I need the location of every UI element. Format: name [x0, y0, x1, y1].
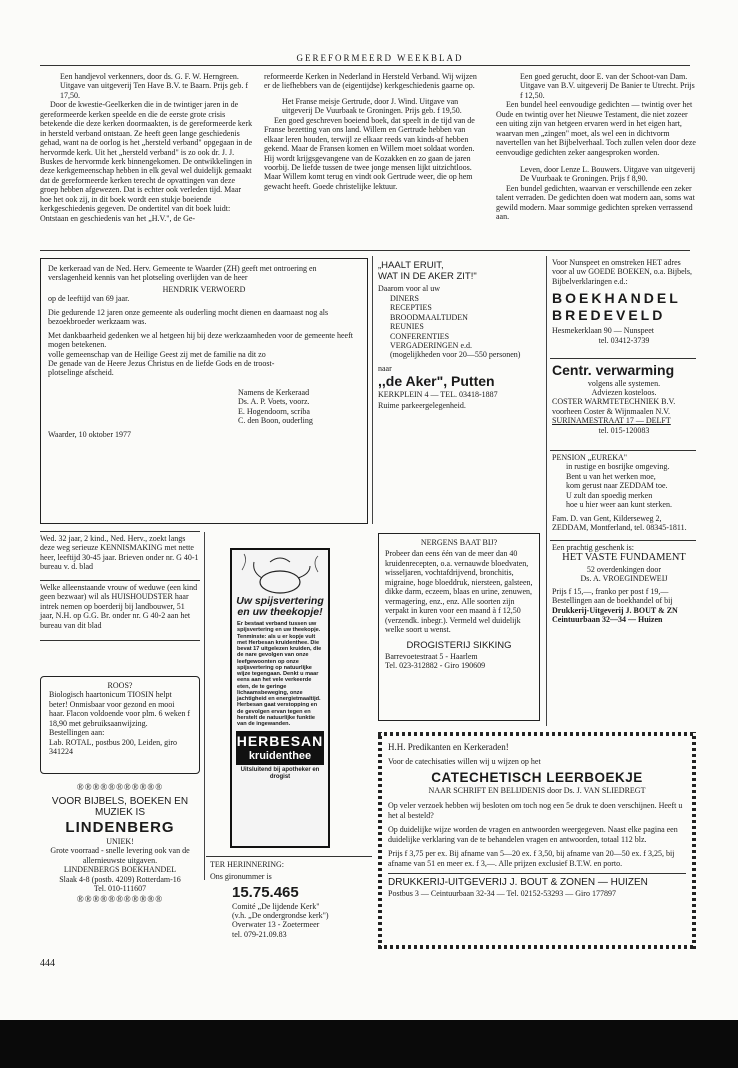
aker-parking: Ruime parkeergelegenheid. — [378, 401, 466, 411]
page-number: 444 — [40, 958, 55, 969]
obituary-p2: Met dankbaarheid gedenken we al hetgeen hij bij deze werkzaamheden voor de gemeente heeft mogen betekenen. — [48, 330, 353, 350]
review-body-handjevol: Door de kwestie-Geelkerken die in de twintiger jaren in de gereformeerde kerken speelde en die de eerste grote crisis betekende die deze kerken doormaakten, is de gereformeerde kerk in hersteld verband ontstaan. Ze heeft geen lange geschiedenis gehad, want na de oorlog is het „hersteld verband" opgegaan in de hervormde kerk. Uit het „hersteld verband" is zo ook dr. J. J. Buskes de hervormde kerk binnengekomen. De ontwikkelingen in deze kerkgemeenschap hebben in elk geval wel duidelijk gemaakt dat de gereformeerde kerken terecht de opvattingen van deze groep hebben afgewezen. Dat is echter ook verleden tijd. Maar hoe het ook zij, in dit boek wordt een stukje boeiende kerkgeschiedenis gegeven. De ondertitel van dit boek luidt: Ontstaan en geschiedenis van het „H.V.", de Ge- — [40, 100, 253, 223]
bredeveld-logo-2: BREDEVELD — [552, 306, 666, 323]
rule-personal-2 — [40, 580, 200, 581]
eureka-ad — [552, 453, 696, 533]
aker-item-recepties: RECEPTIES — [390, 303, 432, 313]
sikking-box — [378, 533, 540, 721]
lindenberg-line: Grote voorraad - snelle levering ook van de allernieuwste uitgaven. — [50, 846, 190, 865]
roos-box — [40, 676, 200, 774]
catechetisch-p2: Op duidelijke wijze worden de vragen en antwoorden weergegeven. Naast elke pagina een duidelijke verklaring van de te behandelen vragen en antwoorden, totaal 112 blz. — [388, 825, 678, 844]
aker-intro: Daarom voor al uw — [378, 284, 440, 294]
lindenberg-dots-top: ®®®®®®®®®®® — [76, 782, 164, 792]
aker-item-vergaderingen: VERGADERINGEN e.d. — [390, 341, 472, 351]
divider-vertical-left — [204, 532, 205, 880]
catechetisch-title: CATECHETISCH LEERBOEKJE — [431, 770, 643, 786]
fundament-intro: Een prachtig geschenk is: — [552, 543, 634, 552]
eureka-title: PENSION „EUREKA" — [552, 453, 628, 462]
aker-item-conferenties: CONFERENTIES — [390, 331, 450, 341]
verwarming-company: COSTER WARMTETECHNIEK B.V. — [552, 397, 676, 407]
catechetisch-sub: NAAR SCHRIFT EN BELIJDENIS door Ds. J. VAN SLIEDREGT — [428, 785, 646, 795]
rule-verwarming — [550, 450, 696, 451]
aker-item-broodmaaltijden: BROODMAALTIJDEN — [390, 312, 468, 322]
obituary-sig-4: C. den Boon, ouderling — [238, 416, 313, 426]
aker-title-1: „HAALT ERUIT, — [378, 260, 444, 271]
lindenberg-dots-bottom: ®®®®®®®®®®® — [76, 893, 164, 904]
lindenberg-address: Slaak 4-8 (postb. 4209) Rotterdam-16 — [59, 874, 181, 884]
herinnering-ad — [210, 860, 374, 939]
sikking-tel: Tel. 023-312882 - Giro 190609 — [385, 661, 486, 671]
herbesan-brand-sub: kruidenthee — [248, 749, 312, 762]
verwarming-sub: volgens alle systemen. — [587, 378, 661, 388]
herbesan-footer: Uitsluitend bij apotheker en drogist — [240, 766, 320, 780]
aker-ad — [378, 260, 542, 411]
catechetisch-publisher: DRUKKERIJ-UITGEVERIJ J. BOUT & ZONEN — HUIZEN — [388, 877, 648, 889]
verwarming-former: voorheen Coster & Wijnmaalen N.V. — [552, 406, 671, 416]
aker-item-reunies: REUNIES — [390, 322, 424, 332]
review-body-gerucht: Een bundel heel eenvoudige gedichten — twintig over het Oude en twintig over het Nieuwe Testament, die niet zozeer een uiting zijn van hetgeen ervaren werd in het eigen hart, waarvan men „zingen" moet, als wel een in dichtvorm navertellen van het Bijbelverhaal. Toch zullen velen door deze eenvoudige gedichten zeker aangesproken worden. — [496, 100, 696, 157]
aker-address: KERKPLEIN 4 — TEL. 03418-1887 — [378, 389, 498, 399]
eureka-line-3: kom gerust naar ZEDDAM toe. — [566, 481, 668, 491]
eureka-line-5: hoe u hier weer aan kunt sterken. — [566, 500, 672, 510]
catechetisch-border-top — [378, 732, 696, 736]
lindenberg-uniek: UNIEK! — [106, 836, 134, 846]
review-column-3 — [496, 72, 696, 222]
herinnering-address: Overwater 13 - Zoetermeer — [232, 920, 320, 930]
catechetisch-intro: Voor de catechisaties willen wij u wijzen op het — [388, 756, 541, 766]
herbesan-brand: HERBESAN — [236, 733, 324, 750]
lindenberg-ad — [40, 782, 200, 904]
lindenberg-name: LINDENBERG — [65, 819, 175, 837]
obituary-name: HENDRIK VERWOERD — [162, 284, 246, 294]
sikking-address: Barrevoetestraat 5 - Haarlem — [385, 651, 478, 661]
fundament-order-2: Drukkerij-Uitgeverij J. BOUT & ZN — [552, 605, 678, 615]
obituary-p1: Die gedurende 12 jaren onze gemeente als ouderling mocht dienen en daarnaast nog als bezoekbroeder werkzaam was. — [48, 307, 329, 327]
obituary-sig-1: Namens de Kerkeraad — [238, 387, 310, 397]
fundament-order-1: Bestellingen aan de boekhandel of bij — [552, 596, 673, 606]
rule-personal-1 — [40, 531, 200, 532]
catechetisch-border-bottom — [378, 945, 696, 949]
personal-ad-2-text: Welke alleenstaande vrouw of weduwe (een kind geen bezwaar) wil als HUISHOUDSTER haar intrek nemen op boerderij bij landbouwer, 51 jaar, N.H. op G.G. Br. onder nr. G 40-2 aan het bureau van dit blad — [40, 583, 198, 630]
bredeveld-ad — [552, 258, 696, 345]
eureka-line-4: U zult dan spoedig merken — [566, 490, 653, 500]
aker-title-2: WAT IN DE AKER ZIT!" — [378, 271, 477, 283]
verwarming-tel: tel. 015-120083 — [598, 425, 650, 435]
review-body-leven: Een bundel gedichten, waarvan er verschillende een zeker talent verraden. De gedichten doen wat modern aan, soms wat gewild modern. Maar sommige gedichten spreken verrassend aan. — [496, 183, 695, 222]
herbesan-headline-2: en uw theekopje! — [237, 606, 323, 619]
rule-herinnering — [206, 856, 372, 857]
obituary-age: op de leeftijd van 69 jaar. — [48, 294, 130, 304]
sikking-body: Probeer dan eens één van de meer dan 40 kruidenrecepten, o.a. vernauwde bloedvaten, wisseljaren, vochtafdrijvend, bronchitis, migraine, hoge bloeddruk, niersteen, galsteen, dikke darm, eczeem, blaas en urine, zenuwen, vermagering, enz., enz. Alle soorten zijn verpakt in kuren voor een maand à f 12,50 (verzendk. inbegr.). Vermeld wel duidelijk welke soort u wenst. — [385, 549, 533, 634]
herbesan-headline-1: Uw spijsvertering — [236, 595, 324, 607]
herbesan-ad — [230, 548, 330, 848]
catechetisch-border-left — [378, 732, 382, 949]
header-rule — [40, 65, 690, 66]
fundament-title: HET VASTE FUNDAMENT — [562, 552, 686, 564]
rule-eureka — [550, 540, 696, 541]
fundament-price: Prijs f 15,—, franko per post f 19,— — [552, 586, 669, 596]
catechetisch-greeting: H.H. Predikanten en Kerkeraden! — [388, 742, 509, 752]
obituary-p5: plotselinge afscheid. — [48, 368, 114, 378]
catechetisch-p1: Op veler verzoek hebben wij besloten om toch nog een 5e druk te doen verschijnen. Heeft u het al besteld? — [388, 801, 683, 820]
bredeveld-intro: Voor Nunspeet en omstreken HET adres voor al uw GOEDE BOEKEN, o.a. Bijbels, Bijbelverklaringen e.d.: — [552, 258, 692, 286]
scan-bottom-edge — [0, 1020, 738, 1068]
eureka-line-1: in rustige en bosrijke omgeving. — [566, 462, 670, 472]
section-rule — [40, 250, 690, 251]
verwarming-ad — [552, 362, 696, 435]
personal-ad-2 — [40, 583, 200, 630]
roos-address: Lab. ROTAL, postbus 200, Leiden, giro 341224 — [49, 737, 178, 757]
herinnering-intro: Ons gironummer is — [210, 872, 272, 882]
herinnering-committee: Comité „De lijdende Kerk" — [232, 901, 320, 911]
aker-list — [390, 294, 542, 351]
obituary-intro: De kerkeraad van de Ned. Herv. Gemeente te Waarder (ZH) geeft met ontroering en verslagenheid kennis van het plotseling overlijden van de heer — [48, 264, 317, 283]
obituary-signatures — [238, 388, 360, 426]
fundament-ad — [552, 543, 696, 624]
divider-vertical-1 — [372, 256, 373, 524]
review-title-gertrude: Het Franse meisje Gertrude, door J. Wind. Uitgave van uitgeverij De Vuurbaak te Groningen. Prijs geb. f 19,50. — [282, 96, 462, 116]
review-title-handjevol: Een handjevol verkenners, door ds. G. F. W. Herngreen. Uitgave van uitgeverij Ten Have B.V. te Baarn. Prijs geb. f 17,50. — [60, 72, 248, 100]
teapot-illustration — [232, 552, 328, 596]
obituary-p3: volle gemeenschap van de Heilige Geest zij met de familie na dit zo — [48, 349, 266, 359]
fundament-sub: 52 overdenkingen door — [586, 564, 662, 574]
roos-order: Bestellingen aan: — [49, 728, 105, 738]
catechetisch-border-right — [692, 732, 696, 949]
review-continuation: reformeerde Kerken in Nederland in Hersteld Verband. Wij wijzen er de liefhebbers van de (eigentijdse) kerkgeschiedenis gaarne op. — [264, 72, 477, 91]
roos-body: Biologisch haartonicum TIOSIN helpt beter! Onmisbaar voor gezond en mooi haar. Flacon voldoende voor plm. 6 weken f 18,90 met gebruiksaanwijzing. — [49, 690, 191, 728]
divider-vertical-2 — [546, 256, 547, 726]
review-title-leven: Leven, door Lenze L. Bouwers. Uitgave van uitgeverij De Vuurbaak te Groningen. Prijs f 8,90. — [520, 164, 696, 184]
review-column-2 — [264, 72, 484, 191]
rule-bredeveld — [550, 358, 696, 359]
bredeveld-tel: tel. 03412-3739 — [598, 335, 650, 345]
roos-title: ROOS? — [107, 681, 133, 690]
obituary-sig-3: E. Hogendoorn, scriba — [238, 406, 310, 416]
sikking-title: NERGENS BAAT BIJ? — [420, 538, 498, 547]
catechetisch-rule — [388, 873, 686, 874]
sikking-name: DROGISTERIJ SIKKING — [406, 640, 512, 652]
aker-note: (mogelijkheden voor 20—550 personen) — [390, 350, 521, 360]
review-body-gertrude: Een goed geschreven boeiend boek, dat speelt in de tijd van de Franse bezetting van ons land. Willem en Gertrude hebben van elkaar leren houden, terwijl ze elkaar reeds van kinds-af hebben gekend. Maar de Fransen komen en Willem moet soldaat worden. Hij wordt krijgsgevangene van de Kozakken en zo gaan de jaren voorbij. De liefde tussen de twee jonge mensen lijkt uitzichtloos. Maar Willem komt terug en vindt ook Gertrude weer, die op hem gewacht heeft. Goede christelijke lektuur. — [264, 115, 475, 191]
aker-naar: naar — [378, 363, 392, 373]
obituary-date: Waarder, 10 oktober 1977 — [48, 429, 132, 439]
lindenberg-shop: LINDENBERGS BOEKHANDEL — [63, 865, 177, 875]
herinnering-sub: (v.h. „De ondergrondse kerk") — [232, 911, 329, 920]
lindenberg-intro: VOOR BIJBELS, BOEKEN EN MUZIEK IS — [51, 795, 189, 819]
aker-item-diners: DINERS — [390, 293, 419, 303]
rule-roos — [40, 640, 200, 641]
aker-name: ,,de Aker", Putten — [378, 373, 495, 390]
obituary-p4: De genade van de Heere Jezus Christus en de liefde Gods en de troost- — [48, 358, 275, 368]
verwarming-title: Centr. verwarming — [552, 362, 675, 378]
review-column-1 — [40, 72, 254, 223]
fundament-author: Ds. A. VROEGINDEWEIJ — [580, 574, 668, 584]
herinnering-giro: 15.75.465 — [232, 883, 299, 901]
catechetisch-ad — [388, 742, 686, 898]
bredeveld-address: Hesmekerklaan 90 — Nunspeet — [552, 326, 654, 336]
fundament-order-3: Ceintuurbaan 32—34 — Huizen — [552, 615, 663, 624]
lindenberg-tel: Tel. 010-111607 — [93, 884, 147, 894]
obituary-sig-2: Ds. A. P. Voets, voorz. — [238, 397, 310, 407]
page-header-title: GEREFORMEERD WEEKBLAD — [296, 53, 464, 63]
verwarming-street: SURINAMESTRAAT 17 — DELFT — [552, 416, 671, 426]
personal-ad-1 — [40, 534, 200, 572]
herinnering-tel: tel. 079-21.09.83 — [232, 929, 287, 939]
herbesan-body: Er bestaat verband tussen uw spijsvertering en uw theekopje. Tenminste: als u er kopje vult met Herbesan kruidenthee. Die bevat 17 uitgelezen kruiden, die de nare gevolgen van onze leefgewoonten op onze spijsvertering op natuurlijke wijze tegengaan. Denkt u maar eens aan het vele verkeerde eten, de te geringe lichaamsbeweging, onze jachtigheid en energietmaaltijd. Herbesan gaat verstopping en de gevolgen ervan tegen en herstelt de natuurlijke funktie van de ingewanden. — [237, 621, 322, 728]
catechetisch-address: Postbus 3 — Ceintuurbaan 32-34 — Tel. 02152-53293 — Giro 177897 — [388, 888, 616, 898]
personal-ad-1-text: Wed. 32 jaar, 2 kind., Ned. Herv., zoekt langs deze weg serieuze KENNISMAKING met nette heer, leeftijd 30-45 jaar. Brieven onder nr. G 40-1 bureau v. d. blad — [40, 534, 199, 572]
obituary-box — [40, 258, 368, 524]
herbesan-brand-block — [236, 731, 324, 764]
review-title-gerucht: Een goed gerucht, door E. van der Schoot-van Dam. Uitgave van B.V. uitgeverij De Banier te Utrecht. Prijs f 12,50. — [520, 72, 695, 100]
verwarming-advies: Adviezen kosteloos. — [591, 387, 657, 397]
herinnering-title: TER HERINNERING: — [210, 860, 284, 869]
bredeveld-logo-1: BOEKHANDEL — [552, 290, 681, 307]
eureka-line-2: Bent u van het werken moe, — [566, 471, 656, 481]
catechetisch-p3: Prijs f 3,75 per ex. Bij afname van 5—20 ex. f 3,50, bij afname van 20—50 ex. f 3,25, bij afname van 51 en meer ex. f 3,—. Alle prijzen exclusief B.T.W. en porto. — [388, 849, 675, 868]
eureka-contact: Fam. D. van Gent, Kilderseweg 2, ZEDDAM, Montferland, tel. 08345-1811. — [552, 513, 687, 533]
